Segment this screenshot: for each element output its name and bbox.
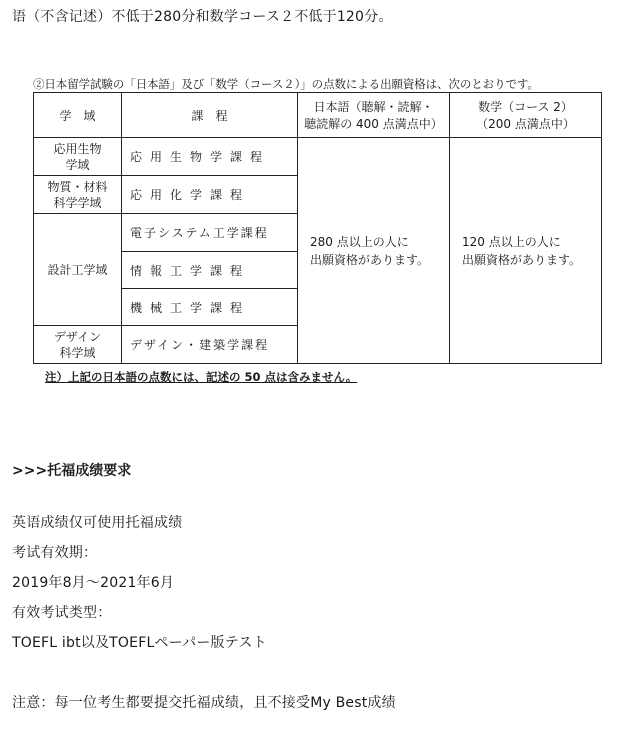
japanese-requirement-cell bbox=[298, 138, 450, 364]
domain-line2: 科学域 bbox=[59, 345, 96, 360]
toefl-notice: 注意：每一位考生都要提交托福成绩，且不接受My Best成绩 bbox=[12, 695, 396, 711]
domain-cell: 設計工学域 bbox=[34, 214, 122, 326]
admission-score-table bbox=[33, 92, 602, 364]
japanese-req-line2: 出願資格があります。 bbox=[310, 252, 430, 267]
math-req-line1: 120 点以上の人に bbox=[462, 234, 561, 249]
course-cell: 情報工学課程 bbox=[122, 252, 298, 289]
course-cell: 機械工学課程 bbox=[122, 289, 298, 326]
table-caption: ②日本留学試験の「日本語」及び「数学（コース２）」の点数による出願資格は、次のとおりです。 bbox=[33, 77, 539, 91]
header-japanese-line1: 日本語（聴解・読解・ bbox=[313, 100, 434, 114]
header-domain: 学 域 bbox=[34, 93, 122, 138]
math-requirement-cell bbox=[450, 138, 602, 364]
domain-cell bbox=[34, 176, 122, 214]
toefl-line-3: 2019年8月～2021年6月 bbox=[12, 575, 175, 591]
domain-cell bbox=[34, 326, 122, 364]
course-cell: 応用化学課程 bbox=[122, 176, 298, 214]
toefl-line-4: 有效考试类型： bbox=[12, 605, 112, 621]
table-note: 注）上記の日本語の点数には、記述の 50 点は含みません。 bbox=[45, 370, 358, 384]
math-req-line2: 出願資格があります。 bbox=[462, 252, 582, 267]
domain-line2: 科学学域 bbox=[53, 195, 102, 210]
header-math-line2: （200 点満点中） bbox=[476, 117, 575, 131]
toefl-heading: >>>托福成绩要求 bbox=[12, 463, 132, 479]
header-japanese-line2: 聴読解の 400 点満点中） bbox=[304, 117, 443, 131]
course-cell: デザイン・建築学課程 bbox=[122, 326, 298, 364]
header-math bbox=[450, 93, 602, 138]
toefl-line-5: TOEFL ibt以及TOEFLペーパー版テスト bbox=[12, 635, 267, 651]
table-header-row bbox=[34, 93, 602, 138]
header-japanese bbox=[298, 93, 450, 138]
toefl-line-2: 考试有效期： bbox=[12, 545, 98, 561]
intro-text: 语（不含记述）不低于280分和数学コース２不低于120分。 bbox=[12, 9, 393, 25]
course-cell: 電子システム工学課程 bbox=[122, 214, 298, 252]
header-math-line1: 数学（コース 2） bbox=[478, 100, 573, 114]
course-cell: 応用生物学課程 bbox=[122, 138, 298, 176]
header-course: 課 程 bbox=[122, 93, 298, 138]
domain-line1: 応用生物 bbox=[53, 141, 102, 156]
table-row bbox=[34, 138, 602, 176]
domain-line1: デザイン bbox=[53, 329, 102, 344]
toefl-line-1: 英语成绩仅可使用托福成绩 bbox=[12, 515, 183, 531]
domain-line1: 物質・材料 bbox=[47, 179, 108, 194]
domain-cell bbox=[34, 138, 122, 176]
japanese-req-line1: 280 点以上の人に bbox=[310, 234, 409, 249]
domain-line2: 学域 bbox=[65, 157, 90, 172]
